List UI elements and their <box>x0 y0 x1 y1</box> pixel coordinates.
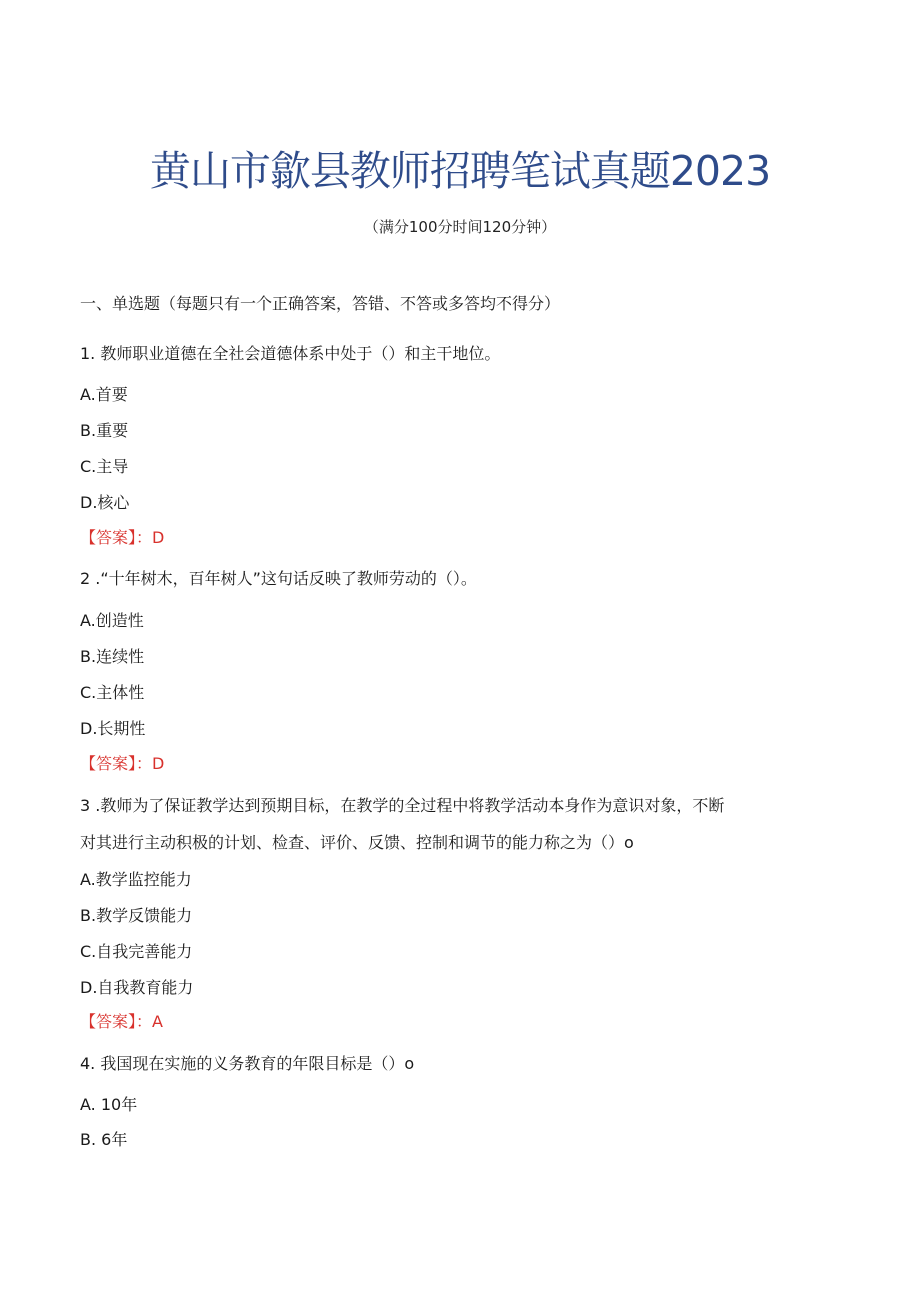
question-4-option-a: A. 10年 <box>80 1095 138 1114</box>
question-2-option-d: D.长期性 <box>80 719 146 738</box>
section-heading: 一、单选题（每题只有一个正确答案，答错、不答或多答均不得分） <box>80 294 561 313</box>
question-2-answer: 【答案】：D <box>80 754 165 773</box>
question-1-option-d: D.核心 <box>80 493 130 512</box>
question-1-option-b: B.重要 <box>80 421 129 440</box>
question-4-option-b: B. 6年 <box>80 1130 128 1149</box>
question-3-stem-line-2: 对其进行主动积极的计划、检查、评价、反馈、控制和调节的能力称之为（）o <box>80 833 634 852</box>
question-3-answer: 【答案】：A <box>80 1012 163 1031</box>
question-2-option-c: C.主体性 <box>80 683 145 702</box>
question-3-stem-line-1: 3 .教师为了保证教学达到预期目标，在教学的全过程中将教学活动本身作为意识对象，不断 <box>80 796 725 815</box>
question-4-stem: 4. 我国现在实施的义务教育的年限目标是（）o <box>80 1054 415 1073</box>
question-3-option-a: A.教学监控能力 <box>80 870 192 889</box>
question-2-stem: 2 .“十年树木，百年树人”这句话反映了教师劳动的（）。 <box>80 569 477 588</box>
question-2-option-b: B.连续性 <box>80 647 145 666</box>
question-2-option-a: A.创造性 <box>80 611 144 630</box>
question-3-option-d: D.自我教育能力 <box>80 978 194 997</box>
question-3-option-b: B.教学反馈能力 <box>80 906 193 925</box>
question-1-stem: 1. 教师职业道德在全社会道德体系中处于（）和主干地位。 <box>80 344 501 363</box>
question-1-option-c: C.主导 <box>80 457 129 476</box>
question-1-answer: 【答案】：D <box>80 528 165 547</box>
page-title: 黄山市歙县教师招聘笔试真题2023 <box>149 147 771 195</box>
exam-info: （满分100分时间120分钟） <box>363 218 557 236</box>
question-1-option-a: A.首要 <box>80 385 128 404</box>
question-3-option-c: C.自我完善能力 <box>80 942 193 961</box>
